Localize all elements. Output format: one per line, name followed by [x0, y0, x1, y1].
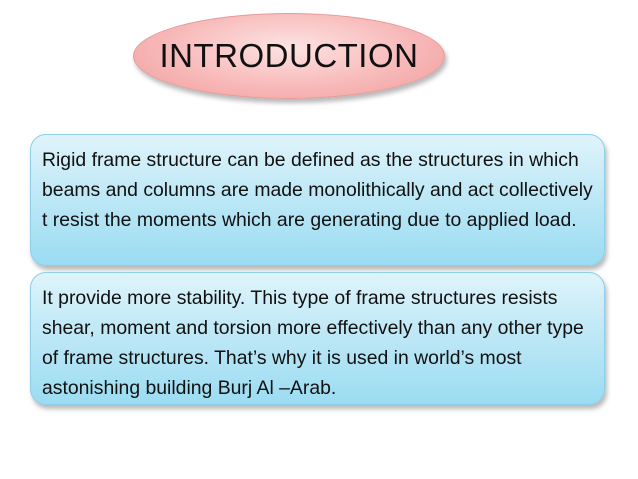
advantages-paragraph: It provide more stability. This type of frame structures resists shear, moment and torsion more effectively than any other type of frame structures. That’s why it is used in world’s most astonishing building Burj Al –Arab. [42, 287, 584, 399]
title-oval [133, 13, 445, 99]
content-box-advantages [30, 272, 605, 405]
definition-paragraph: Rigid frame structure can be defined as the structures in which beams and columns are made monolithically and act collectively t resist the moments which are generating due to applied load. [42, 149, 593, 231]
slide-title: INTRODUCTION [159, 37, 419, 74]
content-box-definition [30, 134, 605, 266]
